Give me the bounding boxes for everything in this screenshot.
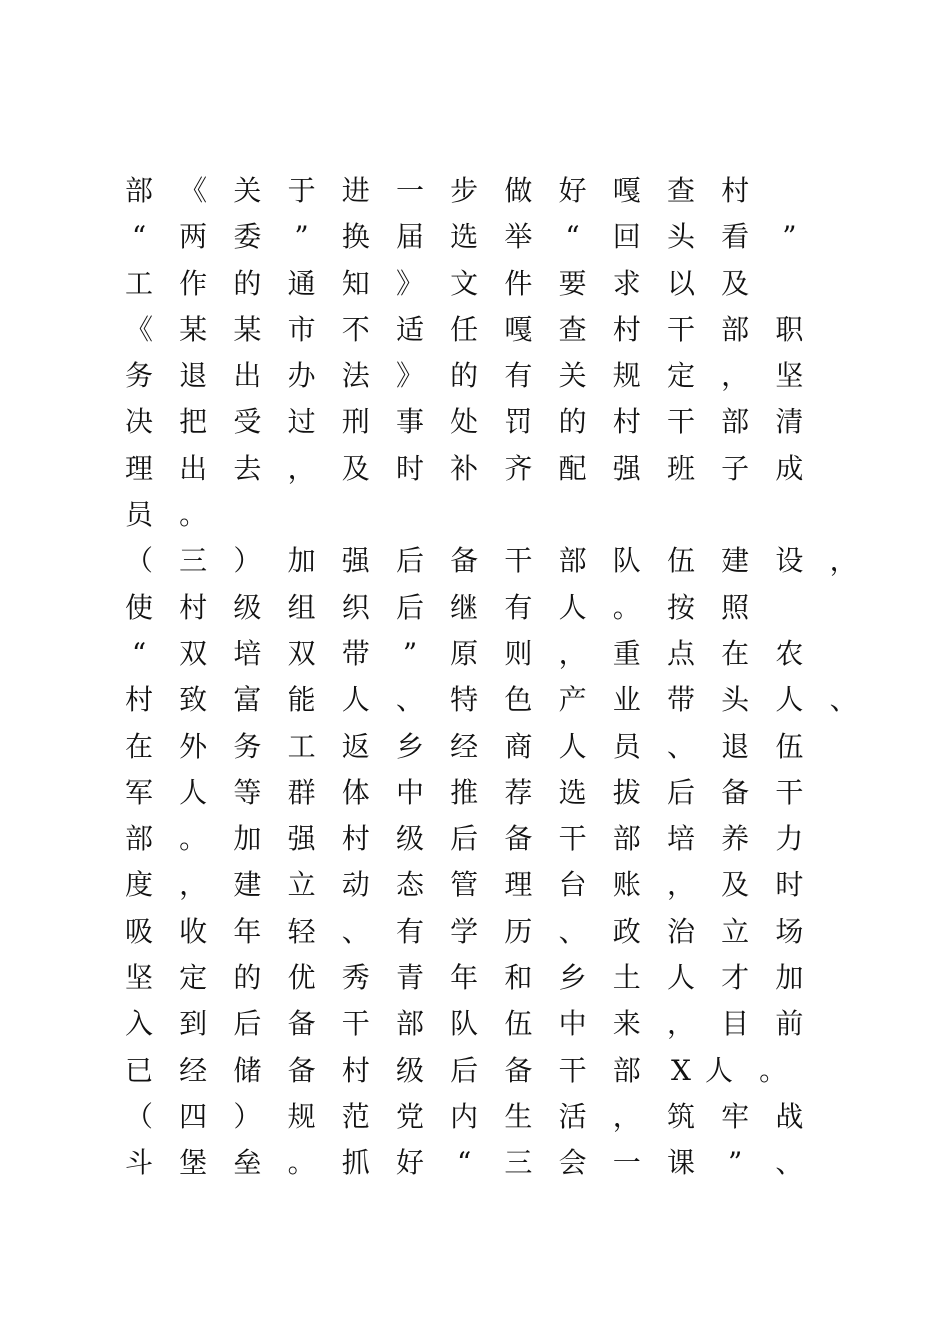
text-line: 决 把 受 过 刑 事 处 罚 的 村 干 部 清 xyxy=(124,405,804,439)
text-line: 已 经 储 备 村 级 后 备 干 部 X 人 。 xyxy=(124,1053,788,1087)
text-line: 理 出 去 ， 及 时 补 齐 配 强 班 子 成 xyxy=(124,451,804,485)
body-text xyxy=(124,168,858,1187)
text-line: 部 《 关 于 进 一 步 做 好 嘎 查 村 xyxy=(124,174,750,207)
text-line: 务 退 出 办 法 》 的 有 关 规 定 ， 坚 xyxy=(124,359,804,393)
text-line: “ 两 委 ” 换 届 选 举 “ 回 头 看 ” xyxy=(131,220,797,254)
text-line: （ 四 ） 规 范 党 内 生 活 ， 筑 牢 战 xyxy=(124,1099,804,1133)
text-line: 使 村 级 组 织 后 继 有 人 。 按 照 xyxy=(124,590,750,624)
text-line: “ 双 培 双 带 ” 原 则 ， 重 点 在 农 xyxy=(131,636,804,670)
text-line: 员 。 xyxy=(124,498,208,532)
text-line: 坚 定 的 优 秀 青 年 和 乡 土 人 才 加 xyxy=(124,961,804,995)
text-line: 斗 堡 垒 。 抓 好 “ 三 会 一 课 ” 、 xyxy=(124,1146,804,1180)
text-line: 工 作 的 通 知 》 文 件 要 求 以 及 xyxy=(124,266,750,300)
text-line: 《 某 某 市 不 适 任 嘎 查 村 干 部 职 xyxy=(124,312,804,346)
text-line: （ 三 ） 加 强 后 备 干 部 队 伍 建 设 ， xyxy=(124,544,858,578)
text-line: 军 人 等 群 体 中 推 荐 选 拔 后 备 干 xyxy=(124,775,804,809)
text-line: 度 ， 建 立 动 态 管 理 台 账 ， 及 时 xyxy=(124,868,804,902)
text-line: 村 致 富 能 人 、 特 色 产 业 带 头 人 、 xyxy=(124,683,858,717)
text-line: 在 外 务 工 返 乡 经 商 人 员 、 退 伍 xyxy=(124,729,804,763)
text-line: 入 到 后 备 干 部 队 伍 中 来 ， 目 前 xyxy=(124,1007,804,1041)
text-line: 部 。 加 强 村 级 后 备 干 部 培 养 力 xyxy=(124,822,804,856)
text-line: 吸 收 年 轻 、 有 学 历 、 政 治 立 场 xyxy=(124,914,804,948)
